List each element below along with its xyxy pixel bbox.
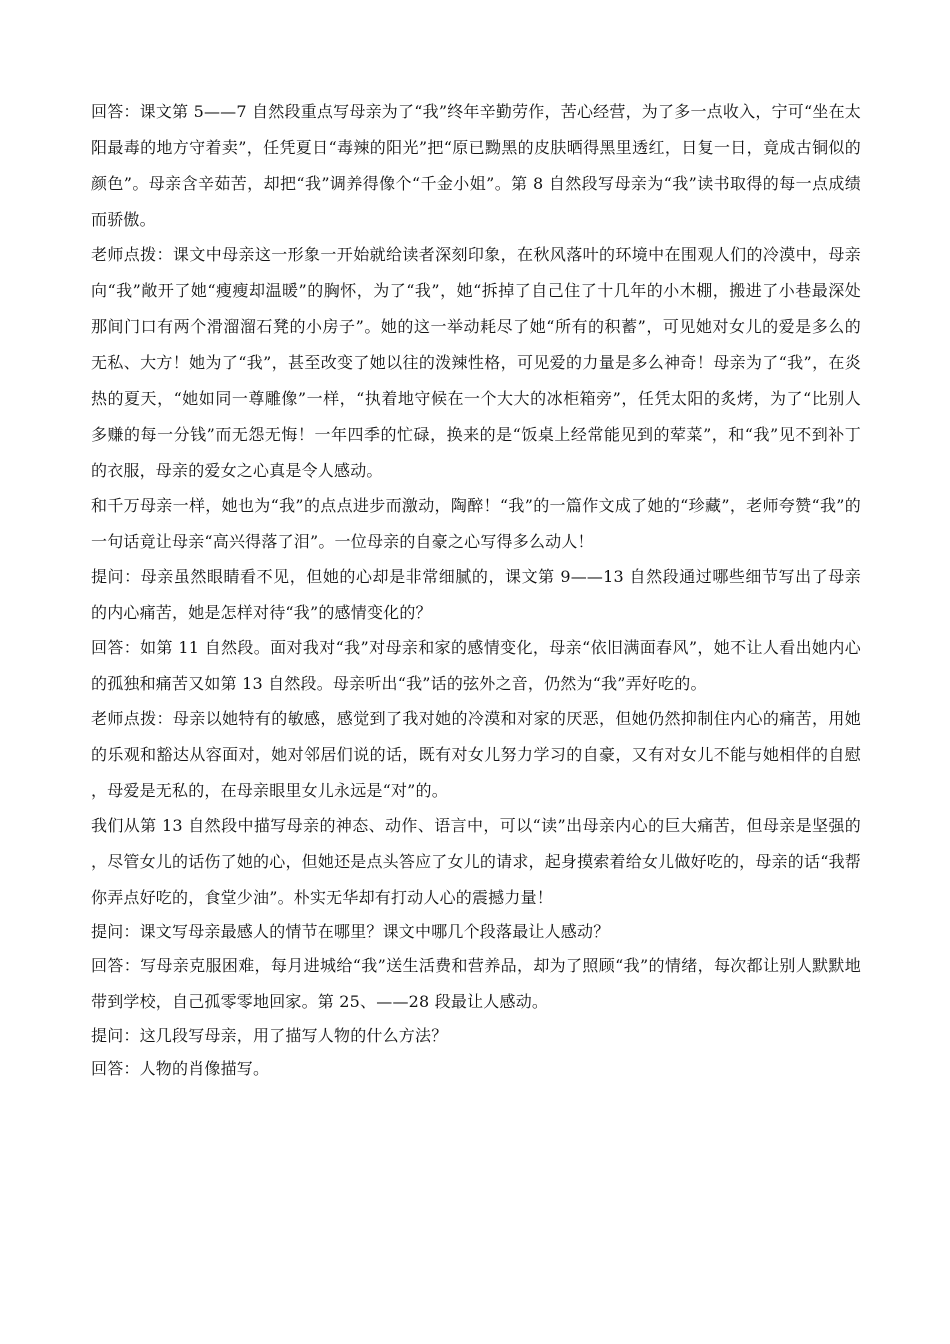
answer-paragraph-3: 回答：写母亲克服困难，每月进城给“我”送生活费和营养品，却为了照顾“我”的情绪，每次都让别人默默地带到学校，自己孤零零地回家。第 25、——28 段最让人感动。 [91,956,861,1011]
question-paragraph-3: 提问：这几段写母亲，用了描写人物的什么方法？ [91,1026,448,1045]
question-paragraph-1: 提问：母亲虽然眼睛看不见，但她的心却是非常细腻的，课文第 9——13 自然段通过哪些细节写出了母亲的内心痛苦，她是怎样对待“我”的感情变化的？ [91,567,861,622]
teacher-guidance-paragraph-2: 老师点拨：母亲以她特有的敏感，感觉到了我对她的冷漠和对家的厌恶，但她仍然抑制住内心的痛苦，用她的乐观和豁达从容面对，她对邻居们说的话，既有对女儿努力学习的自豪，又有对女儿不能与她相伴的自慰，母爱是无私的，在母亲眼里女儿永远是“对”的。 [91,709,861,800]
analysis-paragraph: 我们从第 13 自然段中描写母亲的神态、动作、语言中，可以“读”出母亲内心的巨大痛苦，但母亲是坚强的，尽管女儿的话伤了她的心，但她还是点头答应了女儿的请求，起身摸索着给女儿做好吃的，母亲的话“我帮你弄点好吃的，食堂少油”。朴实无华却有打动人心的震撼力量！ [91,816,861,907]
answer-paragraph-1: 回答：课文第 5——7 自然段重点写母亲为了“我”终年辛勤劳作，苦心经营，为了多一点收入，宁可“坐在太阳最毒的地方守着卖”，任凭夏日“毒辣的阳光”把“原已黝黑的皮肤晒得黑里透红，日复一日，竟成古铜似的颜色”。母亲含辛茹苦，却把“我”调养得像个“千金小姐”。第 8 自然段写母亲为“我”读书取得的每一点成绩而骄傲。 [91,102,861,229]
document-body [91,94,861,1086]
answer-paragraph-4: 回答：人物的肖像描写。 [91,1059,270,1078]
teacher-guidance-paragraph-1: 老师点拨：课文中母亲这一形象一开始就给读者深刻印象，在秋风落叶的环境中在围观人们的冷漠中，母亲向“我”敞开了她“瘦瘦却温暖”的胸怀，为了“我”，她“拆掉了自己住了十几年的小木棚，搬进了小巷最深处那间门口有两个滑溜溜石凳的小房子”。她的这一举动耗尽了她“所有的积蓄”，可见她对女儿的爱是多么的无私、大方！她为了“我”，甚至改变了她以往的泼辣性格，可见爱的力量是多么神奇！母亲为了“我”，在炎热的夏天，“她如同一尊雕像”一样，“执着地守候在一个大大的冰柜箱旁”，任凭太阳的炙烤，为了“比别人多赚的每一分钱”而无怨无悔！一年四季的忙碌，换来的是“饭桌上经常能见到的荤菜”，和“我”见不到补丁的衣服，母亲的爱女之心真是令人感动。 [91,245,861,480]
answer-paragraph-2: 回答：如第 11 自然段。面对我对“我”对母亲和家的感情变化，母亲“依旧满面春风”，她不让人看出她内心的孤独和痛苦又如第 13 自然段。母亲听出“我”话的弦外之音，仍然为“我”弄好吃的。 [91,638,861,693]
mother-pride-paragraph: 和千万母亲一样，她也为“我”的点点进步而激动，陶醉！“我”的一篇作文成了她的“珍藏”，老师夸赞“我”的一句话竟让母亲“高兴得落了泪”。一位母亲的自豪之心写得多么动人！ [91,496,861,551]
question-paragraph-2: 提问：课文写母亲最感人的情节在哪里？课文中哪几个段落最让人感动？ [91,922,610,941]
